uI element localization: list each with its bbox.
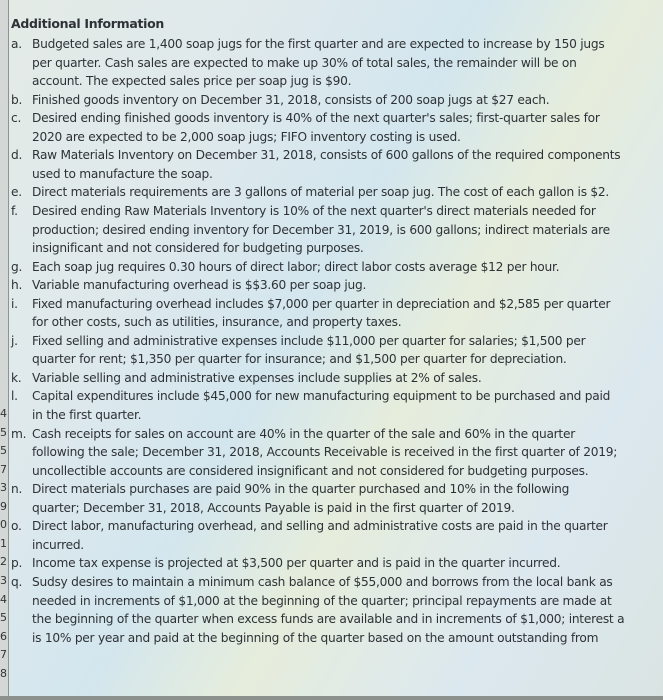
item-text: insignificant and not considered for budgeting purposes. — [32, 241, 364, 256]
item-label: a. — [11, 37, 22, 51]
list-item-continuation — [11, 463, 588, 479]
item-label: i. — [11, 296, 18, 311]
row-number: 7 — [0, 462, 7, 476]
list-item-continuation — [11, 129, 461, 145]
row-number: 8 — [0, 666, 7, 680]
list-item-continuation — [11, 500, 515, 516]
item-text: Finished goods inventory on December 31, 2018, consists of 200 soap jugs at $27 each. — [32, 92, 550, 107]
item-text: Variable manufacturing overhead is $$3.60 per soap jug. — [32, 278, 367, 293]
list-item — [11, 296, 610, 312]
row-number: 4 — [0, 592, 7, 606]
item-text: needed in increments of $1,000 at the beginning of the quarter; principal repayments are made at — [32, 593, 612, 608]
item-text: used to manufacture the soap. — [32, 166, 213, 181]
list-item — [11, 259, 559, 275]
list-item-continuation — [11, 73, 351, 89]
item-text: Desired ending Raw Materials Inventory is 10% of the next quarter's direct materials needed for — [32, 203, 596, 218]
list-item — [11, 518, 608, 534]
list-item — [11, 388, 610, 404]
list-item-continuation — [11, 55, 577, 71]
list-item — [11, 370, 482, 386]
item-label: g. — [11, 259, 23, 274]
item-text: Fixed manufacturing overhead includes $7,000 per quarter in depreciation and $2,585 per quarter — [32, 296, 611, 311]
row-number: 5 — [0, 611, 7, 625]
row-number: 1 — [0, 536, 7, 550]
item-label: e. — [11, 185, 22, 200]
item-text: incurred. — [32, 537, 84, 552]
item-label: h. — [11, 278, 23, 293]
item-label: j. — [11, 333, 18, 348]
item-text: Desired ending finished goods inventory is 40% of the next quarter's sales; first-quarter sales for — [32, 111, 600, 126]
list-item — [11, 481, 569, 497]
item-label: f. — [11, 203, 18, 218]
list-item-continuation — [11, 537, 84, 553]
row-number: 7 — [0, 648, 7, 662]
list-item — [11, 92, 549, 108]
list-item — [11, 333, 585, 349]
item-text: Capital expenditures include $45,000 for new manufacturing equipment to be purchased and paid — [32, 389, 611, 404]
list-item — [11, 574, 613, 590]
item-text: for other costs, such as utilities, insurance, and property taxes. — [32, 315, 402, 330]
item-text: Direct labor, manufacturing overhead, and selling and administrative costs are paid in the quarter — [32, 519, 608, 534]
list-item — [11, 203, 596, 219]
list-item-continuation — [11, 240, 364, 256]
item-text: is 10% per year and paid at the beginning of the quarter based on the amount outstanding from — [32, 630, 599, 645]
item-text: quarter; December 31, 2018, Accounts Payable is paid in the first quarter of 2019. — [32, 500, 515, 515]
row-number: 5 — [0, 444, 7, 458]
row-number: 5 — [0, 425, 7, 439]
row-number: 2 — [0, 555, 7, 569]
item-text: production; desired ending inventory for December 31, 2019, is 600 gallons; indirect materials are — [32, 222, 610, 237]
item-text: Variable selling and administrative expenses include supplies at 2% of sales. — [32, 370, 482, 385]
list-item-continuation — [11, 407, 141, 423]
list-item-continuation — [11, 314, 401, 330]
section-title: Additional Information — [11, 16, 165, 31]
list-item — [11, 110, 600, 126]
bottom-border — [0, 696, 663, 700]
item-label: c. — [11, 111, 22, 126]
item-text: Budgeted sales are 1,400 soap jugs for the first quarter and are expected to increase by 150 jugs — [32, 37, 605, 51]
list-item-continuation — [11, 593, 612, 609]
item-text: Cash receipts for sales on account are 40% in the quarter of the sale and 60% in the quarter — [32, 426, 575, 441]
list-item — [11, 555, 560, 571]
list-item — [11, 426, 575, 442]
row-number-column — [0, 0, 9, 700]
list-item-continuation — [11, 630, 598, 646]
item-text: Raw Materials Inventory on December 31, 2018, consists of 600 gallons of the required components — [32, 148, 621, 163]
item-label: b. — [11, 92, 23, 107]
row-number: 6 — [0, 629, 7, 643]
item-label: m. — [11, 426, 27, 441]
item-text: Income tax expense is projected at $3,500 per quarter and is paid in the quarter incurred. — [32, 556, 561, 571]
row-number: 3 — [0, 573, 7, 587]
item-text: Direct materials purchases are paid 90% in the quarter purchased and 10% in the following — [32, 482, 570, 497]
item-text: quarter for rent; $1,350 per quarter for insurance; and $1,500 per quarter for depreciation. — [32, 352, 567, 367]
row-number: 4 — [0, 407, 7, 420]
item-text: in the first quarter. — [32, 408, 142, 422]
item-text: Sudsy desires to maintain a minimum cash balance of $55,000 and borrows from the local bank as — [32, 574, 613, 589]
row-number: 3 — [0, 481, 7, 495]
list-item — [11, 277, 366, 293]
list-item — [11, 36, 604, 52]
row-number: 9 — [0, 499, 7, 513]
item-text: account. The expected sales price per soap jug is $90. — [32, 74, 352, 89]
item-label: n. — [11, 482, 23, 497]
item-label: d. — [11, 148, 23, 163]
item-label: l. — [11, 389, 18, 404]
item-text: Fixed selling and administrative expenses include $11,000 per quarter for salaries; $1,500 per — [32, 333, 586, 348]
list-item-continuation — [11, 351, 567, 367]
list-item-continuation — [11, 611, 624, 627]
item-text: 2020 are expected to be 2,000 soap jugs; FIFO inventory costing is used. — [32, 129, 461, 144]
list-item-continuation — [11, 444, 617, 460]
item-text: following the sale; December 31, 2018, Accounts Receivable is received in the first quarter of 2019; — [32, 445, 618, 460]
item-text: Each soap jug requires 0.30 hours of direct labor; direct labor costs average $12 per hour. — [32, 259, 560, 274]
item-label: k. — [11, 370, 22, 385]
item-label: p. — [11, 556, 23, 571]
row-number: 0 — [0, 518, 7, 532]
list-item — [11, 184, 609, 200]
item-label: q. — [11, 574, 23, 589]
item-text: per quarter. Cash sales are expected to make up 30% of total sales, the remainder will be on — [32, 55, 577, 70]
item-text: the beginning of the quarter when excess funds are available and in increments of $1,000; interest a — [32, 612, 625, 627]
list-item-continuation — [11, 166, 213, 182]
list-item-continuation — [11, 222, 610, 238]
item-text: Direct materials requirements are 3 gallons of material per soap jug. The cost of each gallon is $2. — [32, 185, 610, 200]
item-text: uncollectible accounts are considered insignificant and not considered for budgeting purposes. — [32, 463, 589, 478]
list-item — [11, 147, 620, 163]
item-label: o. — [11, 519, 22, 534]
